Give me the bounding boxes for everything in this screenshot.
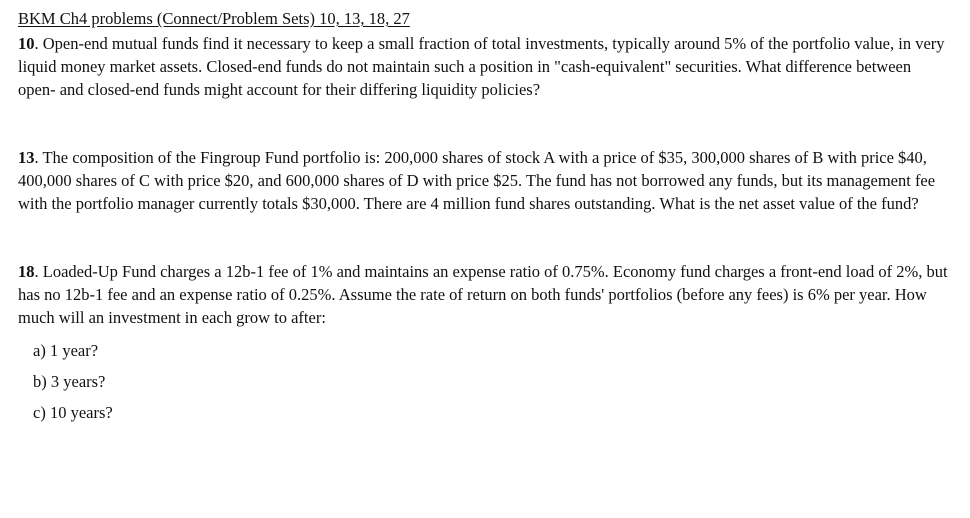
document-title: BKM Ch4 problems (Connect/Problem Sets) 10, 13, 18, 27 [18,9,410,28]
problem-text: . The composition of the Fingroup Fund portfolio is: 200,000 shares of stock A with a price of $35, 300,000 shares of B with price $40, 400,000 shares of C with price $20, and 600,000 shares of D with price $25. The fund has not borrowed any funds, but its management fee with the portfolio manager currently totals $30,000. There are 4 million fund shares outstanding. What is the net asset value of the fund? [18,148,936,213]
problem-13 [18,146,948,215]
subpart-b: b) 3 years? [33,372,106,391]
problem-text: . Open-end mutual funds find it necessary to keep a small fraction of total investments, typically around 5% of the portfolio value, in very liquid money market assets. Closed-end funds do not maintain such a position in "cash-equivalent" securities. What difference between open- and closed-end funds might account for their differing liquidity policies? [18,34,945,99]
problem-18-subparts [33,335,948,428]
subpart-a: a) 1 year? [33,341,99,360]
problem-10 [18,32,948,101]
problem-number: 13 [18,148,35,167]
subpart-c: c) 10 years? [33,403,113,422]
problem-18 [18,260,948,329]
problem-text: . Loaded-Up Fund charges a 12b-1 fee of 1% and maintains an expense ratio of 0.75%. Economy fund charges a front-end load of 2%, but has no 12b-1 fee and an expense ratio of 0.25%. Assume the rate of return on both funds' portfolios (before any fees) is 6% per year. How much will an investment in each grow to after: [18,262,948,327]
document-page [18,8,948,428]
problem-number: 10 [18,34,35,53]
problem-number: 18 [18,262,35,281]
